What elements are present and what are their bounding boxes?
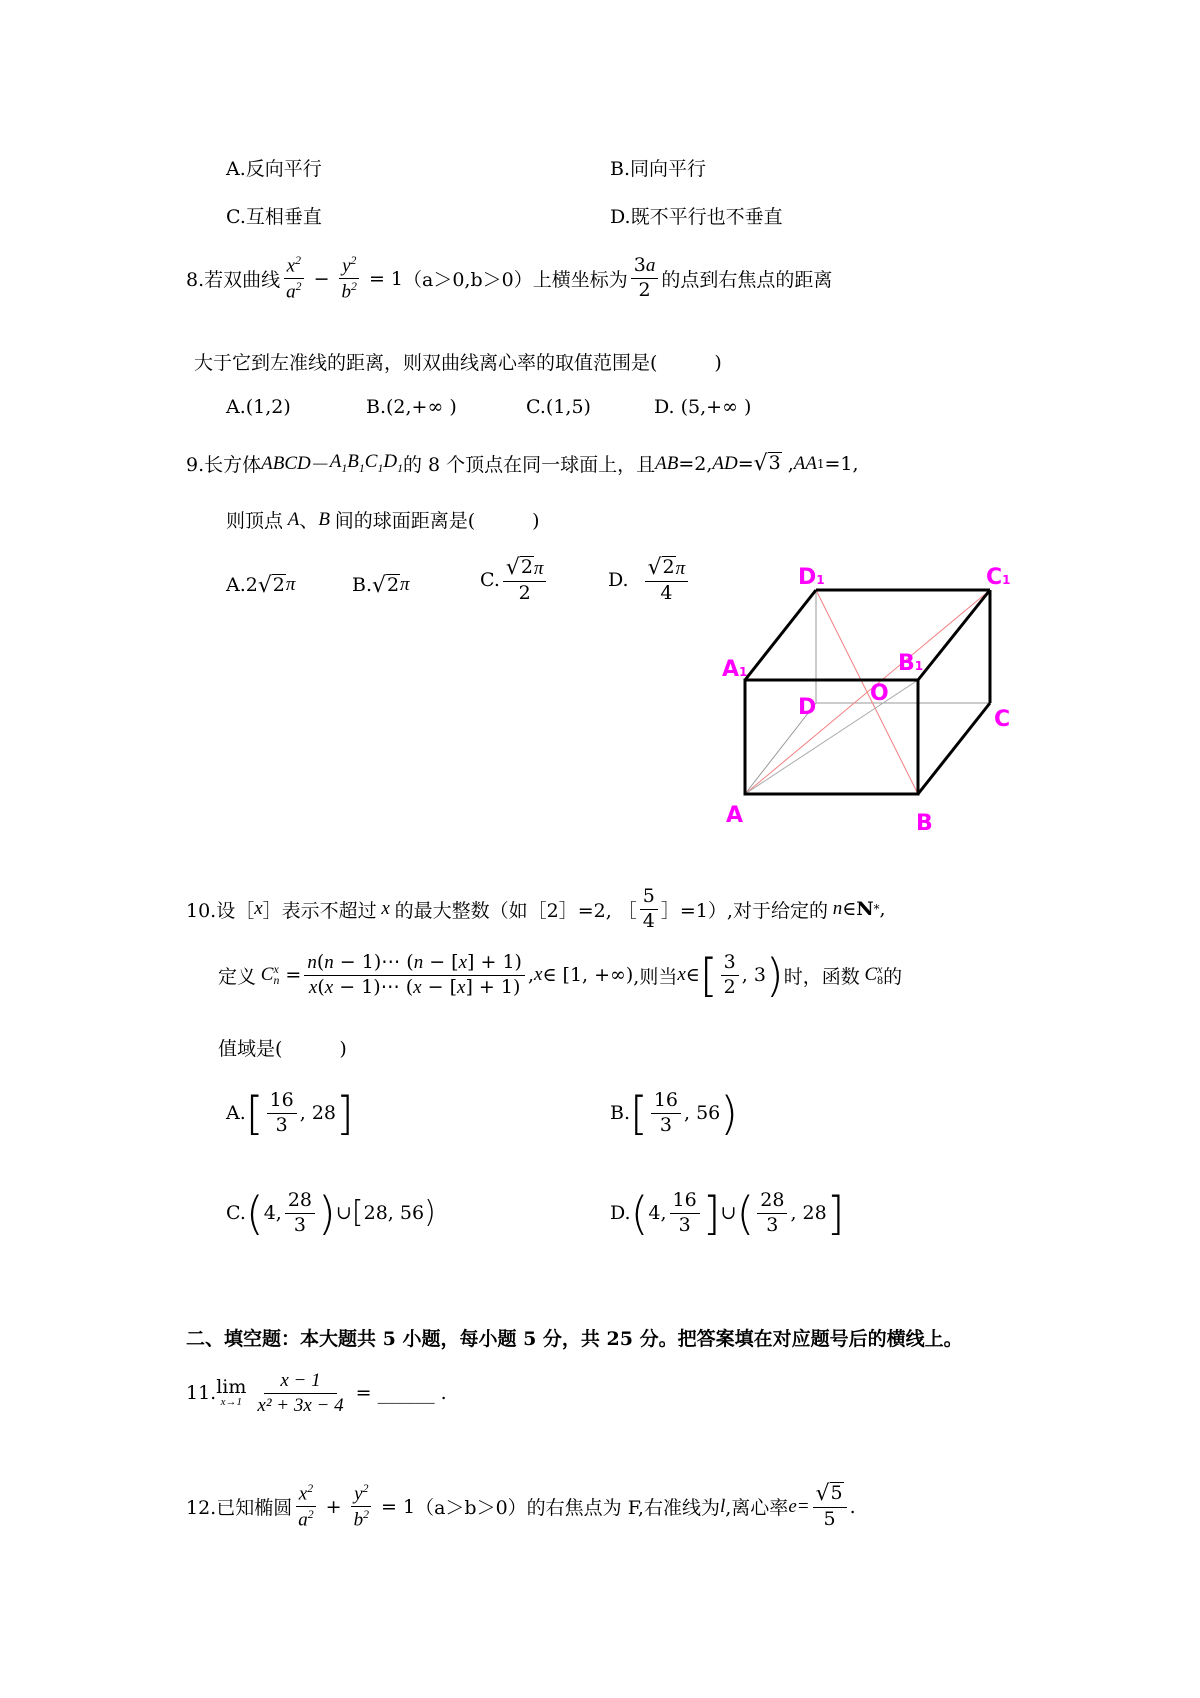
q12-prefix: 12.已知椭圆: [186, 1497, 293, 1520]
q11-denominator: x² + 3x − 4: [257, 1394, 344, 1416]
label-d: D: [798, 695, 817, 720]
q12-tail: ,离心率: [725, 1497, 789, 1520]
q9-option-c-label: C.: [480, 569, 500, 592]
q9-line2-tail: 间的球面距离是( ): [334, 510, 540, 532]
label-d1: D1: [798, 565, 825, 590]
q10-line2: 定义 C x n = $\frac{n(n - 1)\cdots (n - [x] + 1)}{x(x - 1)\cdots (x - [x] + 1)}$ , x ∈ [1, +∞) ,则当 x ∈ [ $\frac{3}{2}$ , 3 ) 时，函数 C x 8 的: [218, 948, 903, 1002]
q9-option-d-den: 4: [660, 581, 673, 604]
q8-frac-x2a2: $\frac{x^2}{a^2}$: [283, 254, 304, 303]
q9-line2-prefix: 则顶点: [226, 510, 284, 532]
q11-line: [186, 1370, 447, 1417]
q10-option-a-label: A.: [226, 1102, 246, 1125]
q11-lim: lim: [216, 1376, 247, 1399]
q10-option-c-label: C.: [226, 1202, 246, 1225]
q10-text-c: ］=1）,对于给定的: [660, 899, 828, 922]
q8-frac-3a2: $\frac{3a}{2}$: [631, 255, 659, 302]
q11-lim-sub: x→1: [220, 1396, 242, 1409]
q8-tail: 的点到右焦点的距离: [661, 269, 833, 292]
q9-mid: 的 8 个顶点在同一球面上，且: [402, 454, 656, 476]
q9-option-d: D. √ 2 π 4: [608, 556, 691, 605]
q10-line3: 值域是( ): [218, 1038, 347, 1060]
q8-condition: （a＞0,b＞0）上横坐标为: [403, 269, 628, 292]
diagonal-ab1: [745, 680, 918, 794]
q8-line1: 8.若双曲线 $\frac{x^2}{a^2}$ − $\frac{y^2}{b^2}$ = 1 （a＞0,b＞0）上横坐标为 $\frac{3a}{2}$ 的点到右焦点的距离: [186, 254, 833, 303]
q9-option-a-label: A.2: [226, 574, 258, 597]
q10-line1: 10.设［ x ］表示不超过 x 的最大整数（如［2］=2, ［ $\frac{5}{4}$ ］=1）,对于给定的 n ∈ N * ,: [186, 885, 886, 932]
edge-cb: [918, 703, 990, 794]
q10-def-tail: 时，函数: [783, 965, 860, 988]
q11-numerator: x − 1: [264, 1370, 336, 1394]
q9-option-b-label: B.: [352, 574, 373, 597]
edge-c1b1: [918, 590, 990, 680]
cuboid-figure: [710, 550, 1040, 840]
q10-option-d-label: D.: [610, 1202, 631, 1225]
label-b: B: [916, 811, 933, 836]
q11-prefix: 11.: [186, 1382, 217, 1405]
q8-line2: 大于它到左准线的距离，则双曲线离心率的取值范围是( ): [194, 352, 722, 374]
label-a1: A1: [722, 657, 748, 682]
q7-option-d: D.既不平行也不垂直: [610, 206, 783, 228]
q9-option-b: B. √ 2 π: [352, 573, 410, 598]
q8-option-a: A.(1,2): [226, 396, 291, 418]
q8-option-b: B.(2,+∞ ): [366, 396, 457, 418]
q10-prefix: 10.设［: [186, 899, 255, 922]
label-a: A: [726, 803, 744, 828]
q9-option-c: C. √ 2 π 2: [480, 556, 549, 605]
q12-eq: e=: [788, 1495, 810, 1517]
q9-option-a: A.2 √ 2 π: [226, 573, 296, 598]
label-c: C: [994, 707, 1011, 732]
q9-line1: 9.长方体 ABCD － $A_1B_1C_1D_1$ 的 8 个顶点在同一球面上，且 AB =2, AD = √ 3 , AA 1 =1,: [186, 451, 859, 477]
q8-option-d: D. (5,+∞ ): [654, 396, 752, 418]
q9-line2: 则顶点 A 、 B 间的球面距离是( ): [226, 506, 540, 533]
q7-option-c: C.互相垂直: [226, 206, 322, 228]
diagonal-ac1: [745, 590, 990, 794]
q7-option-b: B.同向平行: [610, 158, 707, 180]
q9-prefix: 9.长方体: [186, 454, 262, 476]
q11-answer-blank[interactable]: = ______ .: [355, 1382, 447, 1405]
label-b1: B1: [898, 651, 924, 676]
q10-def-end: 的: [883, 965, 903, 988]
q10-text-a: ］表示不超过: [262, 899, 377, 922]
q10-option-b: B. [ $\frac{16}{3}$ , 56 ): [610, 1086, 739, 1140]
q10-option-a: A. [ $\frac{16}{3}$ , 28 ]: [226, 1086, 354, 1140]
q10-def-prefix: 定义: [218, 965, 257, 988]
q10-option-d: D. ( 4, $\frac{16}{3}$ ] ∪ ( $\frac{28}{3}$ , 28 ]: [610, 1186, 845, 1240]
q10-option-c: C. ( 4, $\frac{28}{3}$ ) ∪ [ 28, 56 ): [226, 1186, 436, 1240]
label-o: O: [870, 681, 889, 706]
q12-line: 12.已知椭圆 $\frac{x^2}{a^2}$ + $\frac{y^2}{b^2}$ = 1 （a＞b＞0）的右焦点为 F,右准线为 l ,离心率 e= √ 5 5 .: [186, 1481, 856, 1531]
q12-den: 5: [823, 1508, 836, 1531]
section-2-heading: 二、填空题：本大题共 5 小题，每小题 5 分，共 25 分。把答案填在对应题号后的横线上。: [186, 1328, 963, 1350]
q9-option-d-label: D.: [608, 569, 629, 592]
q10-def-mid: ,则当: [633, 965, 678, 988]
q12-condition: （a＞b＞0）的右焦点为 F,右准线为: [415, 1497, 720, 1520]
label-c1: C1: [986, 565, 1011, 590]
q8-number: 8.若双曲线: [186, 269, 281, 292]
q10-text-b: 的最大整数（如［2］=2, ［: [394, 899, 637, 922]
q9-option-c-den: 2: [518, 581, 531, 604]
q10-option-b-label: B.: [610, 1102, 631, 1125]
q8-option-c: C.(1,5): [526, 396, 591, 418]
q7-option-a: A.反向平行: [226, 158, 322, 180]
q8-frac-y2b2: $\frac{y^2}{b^2}$: [339, 254, 360, 303]
edge-a1d1: [745, 590, 816, 680]
